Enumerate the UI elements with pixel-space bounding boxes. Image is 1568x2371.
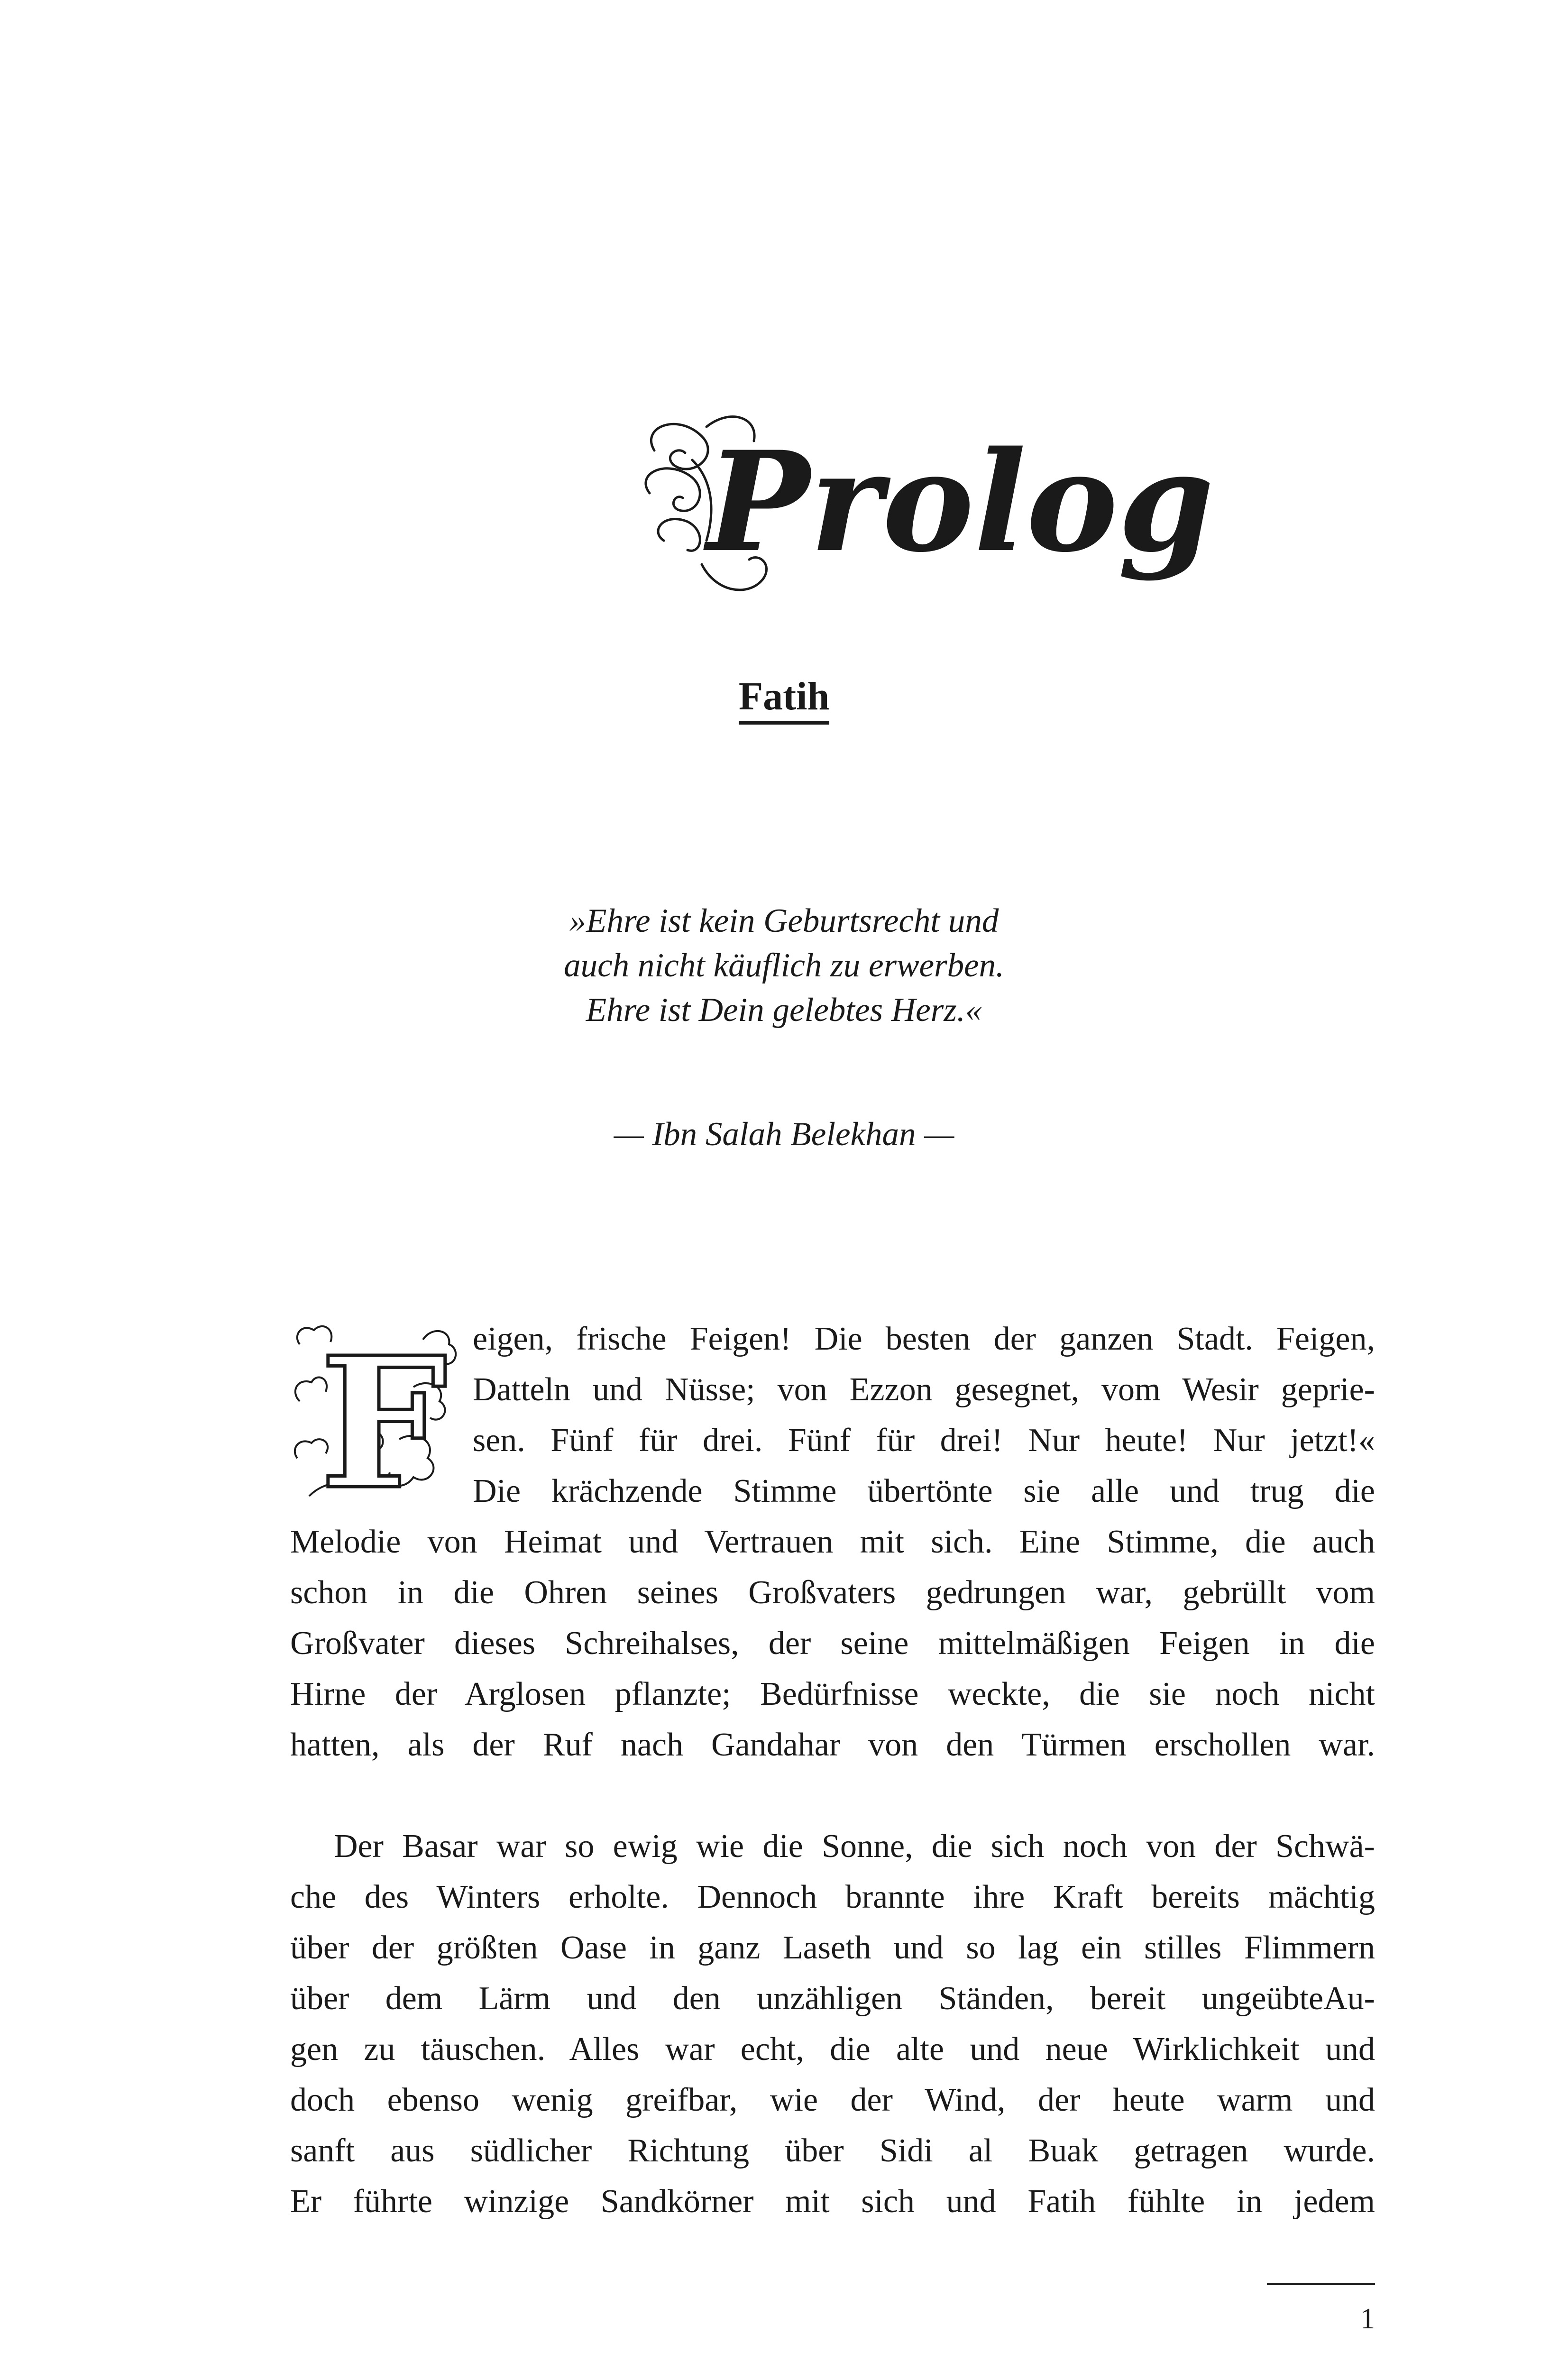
text-line: schon in die Ohren seines Großvaters gedrungen war, gebrüllt vom xyxy=(290,1574,1375,1611)
text-line: Großvater dieses Schreihalses, der seine mittelmäßigen Feigen in die xyxy=(290,1625,1375,1662)
text-line: eigen, frische Feigen! Die besten der ganzen Stadt. Feigen, xyxy=(473,1321,1375,1357)
text-line: sanft aus südlicher Richtung über Sidi al Buak getragen wurde. xyxy=(290,2132,1375,2169)
text-line: che des Winters erholte. Dennoch brannte ihre Kraft bereits mächtig xyxy=(290,1879,1375,1915)
text-line: über der größten Oase in ganz Laseth und so lag ein stilles Flimmern xyxy=(290,1930,1375,1966)
epigraph-line: »Ehre ist kein Geburtsrecht und xyxy=(569,902,999,939)
paragraph-1-continued xyxy=(290,1516,1375,1770)
chapter-subtitle-text: Fatih xyxy=(739,674,829,725)
text-line: Der Basar war so ewig wie die Sonne, die sich noch von der Schwä- xyxy=(334,1828,1375,1865)
epigraph-attribution: — Ibn Salah Belekhan — xyxy=(614,1116,954,1153)
text-line: Melodie von Heimat und Vertrauen mit sich. Eine Stimme, die auch xyxy=(290,1524,1375,1560)
chapter-subtitle xyxy=(0,673,1568,719)
text-line: hatten, als der Ruf nach Gandahar von den Türmen erschollen war. xyxy=(290,1727,1375,1763)
text-line: Datteln und Nüsse; von Ezzon gesegnet, vom Wesir geprie- xyxy=(473,1371,1375,1408)
epigraph xyxy=(0,899,1568,1032)
page-number: 1 xyxy=(1360,2303,1375,2335)
epigraph-line: auch nicht käuflich zu erwerben. xyxy=(564,947,1004,984)
text-line: sen. Fünf für drei. Fünf für drei! Nur heute! Nur jetzt!« xyxy=(473,1422,1375,1459)
text-line: gen zu täuschen. Alles war echt, die alte und neue Wirklichkeit und xyxy=(290,2031,1375,2068)
text-line: Hirne der Arglosen pflanzte; Bedürfnisse weckte, die sie noch nicht xyxy=(290,1676,1375,1712)
text-line: Er führte winzige Sandkörner mit sich und Fatih fühlte in jedem xyxy=(290,2183,1375,2220)
text-line: Die krächzende Stimme übertönte sie alle und trug die xyxy=(473,1473,1375,1509)
paragraph-1 xyxy=(290,1314,1375,1516)
svg-text:Prolog: Prolog xyxy=(706,422,1214,583)
text-line: über dem Lärm und den unzähligen Ständen, bereit ungeübteAu- xyxy=(290,1980,1375,2017)
paragraph-2 xyxy=(290,1821,1375,2227)
epigraph-line: Ehre ist Dein gelebtes Herz.« xyxy=(586,992,982,1029)
dropcap-letter: F xyxy=(320,1317,448,1529)
chapter-title xyxy=(635,408,1214,607)
flourish-ornament xyxy=(635,408,1214,607)
footer-rule xyxy=(1267,2283,1375,2285)
text-line: doch ebenso wenig greifbar, wie der Wind, der heute warm und xyxy=(290,2082,1375,2118)
body-text xyxy=(290,1314,1375,2227)
